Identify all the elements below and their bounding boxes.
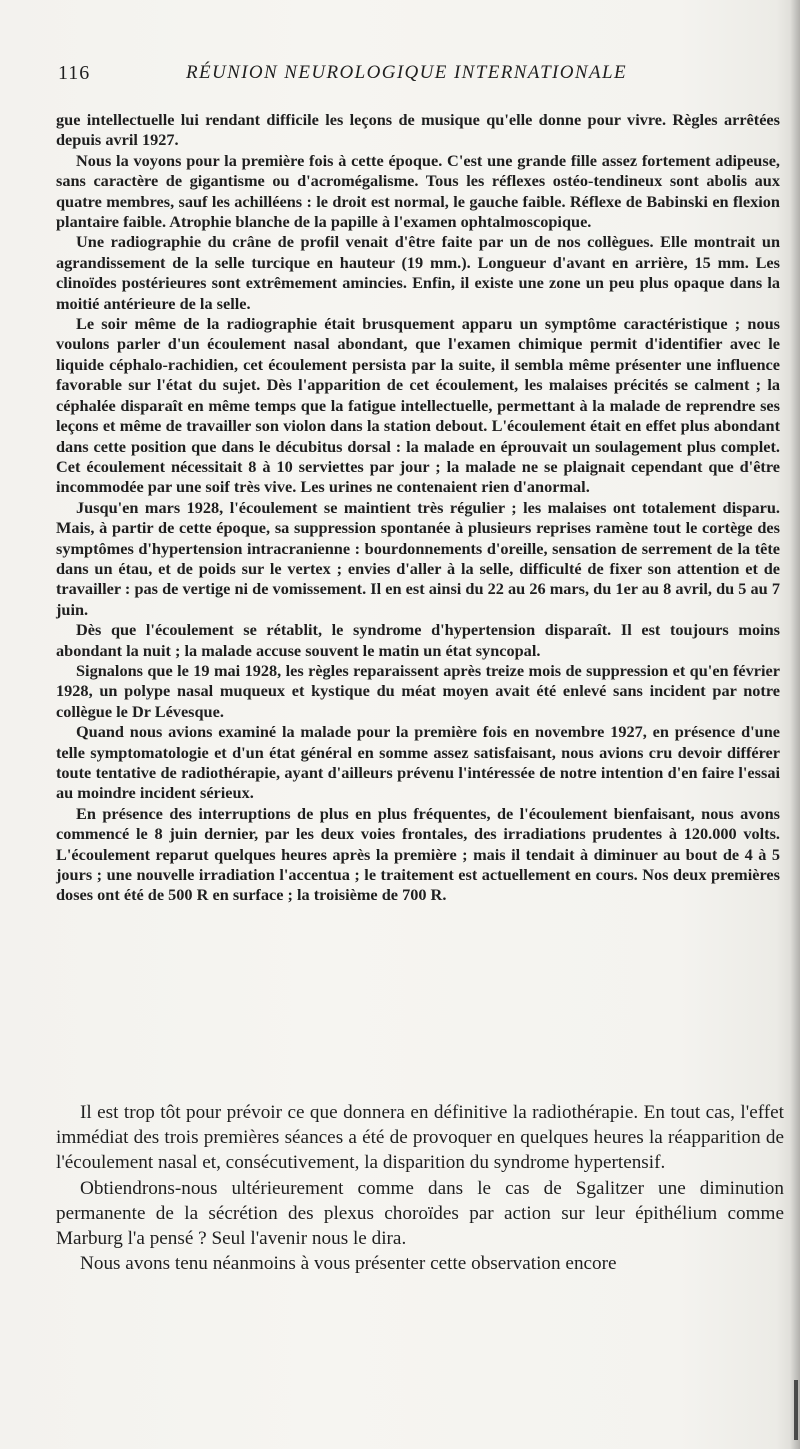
paragraph: Signalons que le 19 mai 1928, les règles reparaissent après treize mois de suppression et qu'en février 1928, un polype nasal muqueux et kystique du méat moyen avait été enlevé sans incident par notre collègue le Dr Lévesque. <box>56 660 780 721</box>
paragraph: Il est trop tôt pour prévoir ce que donnera en définitive la radiothérapie. En tout cas, l'effet immédiat des trois premières séances a été de provoquer en quelques heures la réapparition de l'écoulement nasal et, consécutivement, la disparition du syndrome hypertensif. <box>56 1102 784 1174</box>
main-text-small <box>56 110 780 906</box>
page-edge-shadow <box>790 0 800 1449</box>
paragraph: Le soir même de la radiographie était brusquement apparu un symptôme caractéristique ; nous voulons parler d'un écoulement nasal abondant, que l'examen chimique permit d'identifier avec le liquide céphalo-rachidien, cet écoulement persista par la suite, il sembla même présenter une influence favorable sur l'état du sujet. Dès l'apparition de cet écoulement, les malaises précités se calment ; la céphalée disparaît en même temps que la fatigue intellectuelle, permettant à la malade de reprendre ses leçons et même de travailler son violon dans la station debout. L'écoulement était en effet plus abondant dans cette position que dans le décubitus dorsal : la malade en éprouvait un soulagement plus complet. Cet écoulement nécessitait 8 à 10 serviettes par jour ; la malade ne se plaignait cependant que d'être incommodée par une soif très vive. Les urines ne contenaient rien d'anormal. <box>56 314 780 497</box>
page-number: 116 <box>58 62 91 84</box>
page-edge-mark <box>794 1380 798 1440</box>
paragraph: Jusqu'en mars 1928, l'écoulement se maintient très régulier ; les malaises ont totalement disparu. Mais, à partir de cette époque, sa suppression spontanée à plusieurs reprises ramène tout le cortège des symptômes d'hypertension intracranienne : bourdonnements d'oreille, sensation de serrement de la tête dans un étau, et de poids sur le vertex ; envies d'aller à la selle, difficulté de fixer son attention et de travailler : pas de vertige ni de vomissement. Il en est ainsi du 22 au 26 mars, du 1er au 8 avril, du 5 au 7 juin. <box>56 497 780 619</box>
paragraph: Dès que l'écoulement se rétablit, le syndrome d'hypertension disparaît. Il est toujours moins abondant la nuit ; la malade accuse souvent le matin un état syncopal. <box>56 620 780 660</box>
paragraph: En présence des interruptions de plus en plus fréquentes, de l'écoulement bienfaisant, nous avons commencé le 8 juin dernier, par les deux voies frontales, des irradiations prudentes à 120.000 volts. L'écoulement reparut quelques heures après la première ; mais il tendait à diminuer au bout de 4 à 5 jours ; une nouvelle irradiation l'accentua ; le traitement est actuellement en cours. Nos deux premières doses ont été de 500 R en surface ; la troisième de 700 R. <box>56 803 780 905</box>
paragraph: Nous la voyons pour la première fois à cette époque. C'est une grande fille assez fortement adipeuse, sans caractère de gigantisme ou d'acromégalisme. Tous les réflexes ostéo-tendineux sont abolis aux quatre membres, sauf les achilléens : le droit est normal, le gauche faible. Réflexe de Babinski en flexion plantaire faible. Atrophie blanche de la papille à l'examen ophtalmoscopique. <box>56 150 780 232</box>
page-header <box>58 62 758 92</box>
paragraph: gue intellectuelle lui rendant difficile les leçons de musique qu'elle donne pour vivre. Règles arrêtées depuis avril 1927. <box>56 110 780 150</box>
running-title: RÉUNION NEUROLOGIQUE INTERNATIONALE <box>186 62 627 83</box>
paragraph: Quand nous avions examiné la malade pour la première fois en novembre 1927, en présence d'une telle symptomatologie et d'un état général en somme assez satisfaisant, nous avions cru devoir différer toute tentative de radiothérapie, ayant d'ailleurs prévenu l'intéressée de notre intention d'en faire l'essai au moindre incident sérieux. <box>56 722 780 803</box>
paragraph: Obtiendrons-nous ultérieurement comme dans le cas de Sgalitzer une diminution permanente de la sécrétion des plexus choroïdes par action sur leur épithélium comme Marburg l'a pensé ? Seul l'avenir nous le dira. <box>56 1177 784 1250</box>
paragraph: Nous avons tenu néanmoins à vous présenter cette observation encore <box>80 1253 617 1275</box>
paragraph: Une radiographie du crâne de profil venait d'être faite par un de nos collègues. Elle montrait un agrandissement de la selle turcique en hauteur (19 mm.). Longueur d'avant en arrière, 15 mm. Les clinoïdes postérieures sont extrêmement amincies. Enfin, il existe une zone un peu plus opaque dans la moitié antérieure de la selle. <box>56 232 780 313</box>
main-text-large <box>56 1100 784 1276</box>
